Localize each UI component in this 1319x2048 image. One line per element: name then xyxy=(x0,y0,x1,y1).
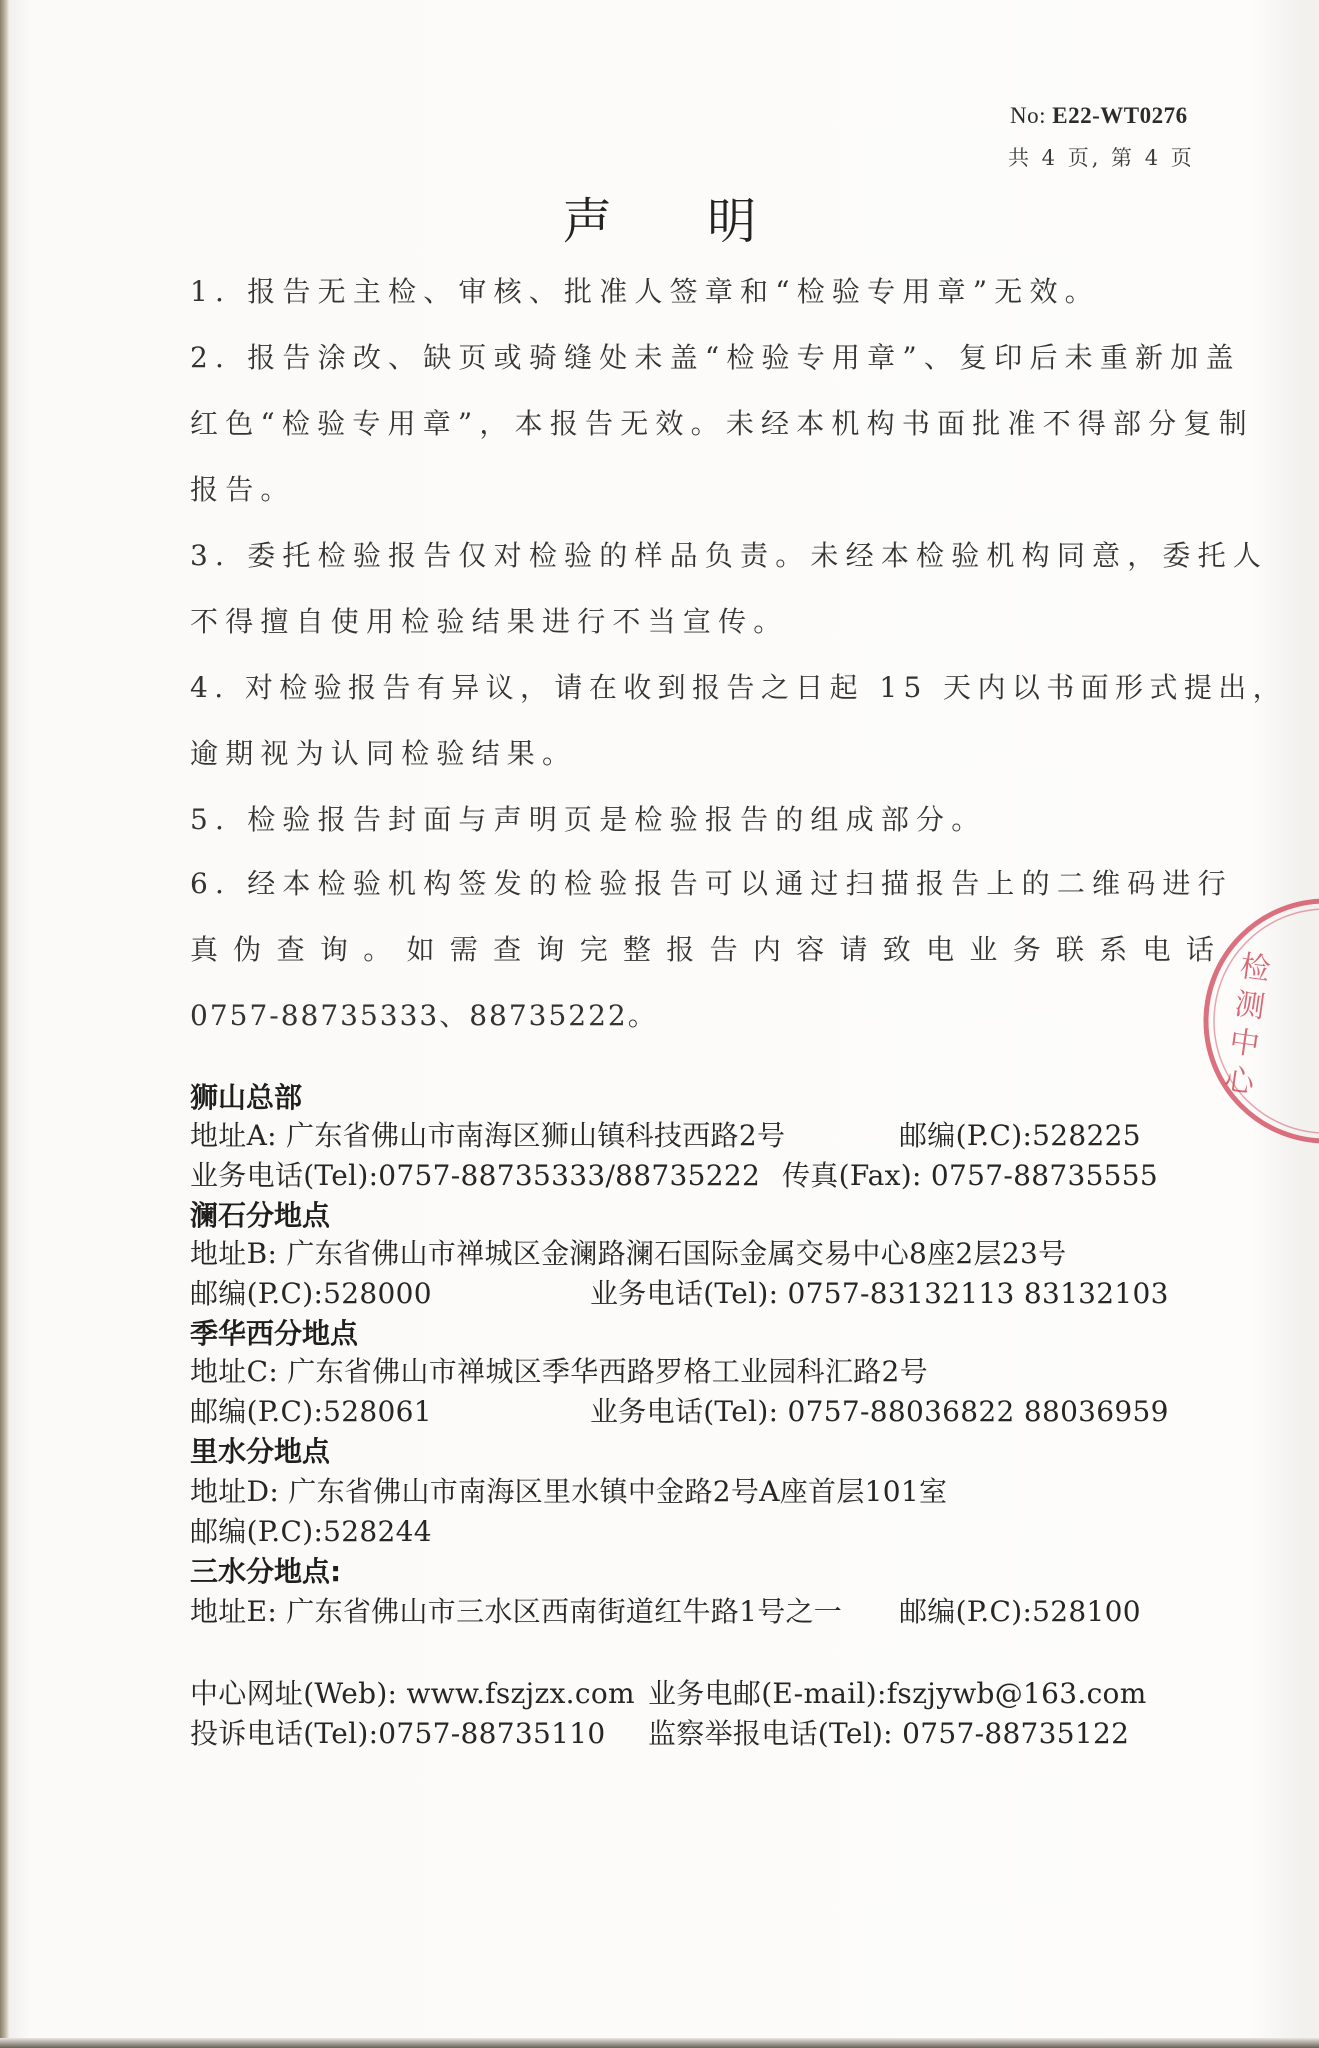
location-title-jihuaxi: 季华西分地点 xyxy=(190,1317,359,1350)
declaration-line: 6. 经本检验机构签发的检验报告可以通过扫描报告上的二维码进行 xyxy=(190,867,1233,900)
declaration-line: 3. 委托检验报告仅对检验的样品负责。未经本检验机构同意，委托人 xyxy=(190,539,1269,572)
fax-shishan: 传真(Fax): 0757-88735555 xyxy=(782,1159,1159,1192)
business-email: 业务电邮(E-mail):fszjywb@163.com xyxy=(648,1677,1147,1710)
postcode-jihuaxi: 邮编(P.C):528061 xyxy=(190,1395,432,1428)
report-number-value: E22-WT0276 xyxy=(1052,103,1188,128)
phone-shishan: 业务电话(Tel):0757-88735333/88735222 xyxy=(190,1159,761,1192)
phone-jihuaxi: 业务电话(Tel): 0757-88036822 88036959 xyxy=(590,1395,1169,1428)
address-sanshui: 地址E: 广东省佛山市三水区西南街道红牛路1号之一 xyxy=(190,1595,843,1628)
postcode-lanshi: 邮编(P.C):528000 xyxy=(190,1277,432,1310)
report-number-label: No: xyxy=(1010,103,1046,128)
phone-lanshi: 业务电话(Tel): 0757-83132113 83132103 xyxy=(590,1277,1169,1310)
paper-bottom-edge xyxy=(0,2038,1319,2048)
page-title: 声 明 xyxy=(562,193,797,250)
declaration-line: 0757-88735333、88735222。 xyxy=(190,999,658,1032)
location-title-lanshi: 澜石分地点 xyxy=(190,1199,331,1232)
declaration-line: 4. 对检验报告有异议，请在收到报告之日起 15 天内以书面形式提出， xyxy=(190,671,1288,704)
location-title-lishui: 里水分地点 xyxy=(190,1435,331,1468)
postcode-shishan: 邮编(P.C):528225 xyxy=(899,1119,1141,1152)
location-title-shishan: 狮山总部 xyxy=(190,1081,303,1114)
supervision-phone: 监察举报电话(Tel): 0757-88735122 xyxy=(648,1717,1130,1750)
postcode-sanshui: 邮编(P.C):528100 xyxy=(899,1595,1141,1628)
paper-left-edge xyxy=(0,0,9,2048)
address-shishan: 地址A: 广东省佛山市南海区狮山镇科技西路2号 xyxy=(190,1119,786,1152)
seal-stamp-text: 检 测 中 心 xyxy=(1221,948,1273,1101)
declaration-line: 不得擅自使用检验结果进行不当宣传。 xyxy=(190,605,789,638)
report-number xyxy=(1010,103,1188,129)
location-title-sanshui: 三水分地点: xyxy=(190,1555,342,1588)
declaration-line: 真 伪 查 询 。 如 需 查 询 完 整 报 告 内 容 请 致 电 业 务 联 系 电 话 xyxy=(190,933,1218,966)
complaint-phone: 投诉电话(Tel):0757-88735110 xyxy=(190,1717,606,1750)
address-lanshi: 地址B: 广东省佛山市禅城区金澜路澜石国际金属交易中心8座2层23号 xyxy=(190,1237,1067,1270)
declaration-line: 红色“检验专用章”，本报告无效。未经本机构书面批准不得部分复制 xyxy=(190,407,1254,440)
website: 中心网址(Web): www.fszjzx.com xyxy=(190,1677,635,1710)
page-count: 共 4 页, 第 4 页 xyxy=(1008,146,1195,170)
address-lishui: 地址D: 广东省佛山市南海区里水镇中金路2号A座首层101室 xyxy=(190,1475,948,1508)
declaration-line: 逾期视为认同检验结果。 xyxy=(190,737,578,770)
postcode-lishui: 邮编(P.C):528244 xyxy=(190,1515,432,1548)
declaration-line: 2. 报告涂改、缺页或骑缝处未盖“检验专用章”、复印后未重新加盖 xyxy=(190,341,1241,374)
declaration-line: 报告。 xyxy=(190,473,296,506)
address-jihuaxi: 地址C: 广东省佛山市禅城区季华西路罗格工业园科汇路2号 xyxy=(190,1355,928,1388)
declaration-line: 1. 报告无主检、审核、批准人签章和“检验专用章”无效。 xyxy=(190,275,1100,308)
declaration-line: 5. 检验报告封面与声明页是检验报告的组成部分。 xyxy=(190,803,987,836)
